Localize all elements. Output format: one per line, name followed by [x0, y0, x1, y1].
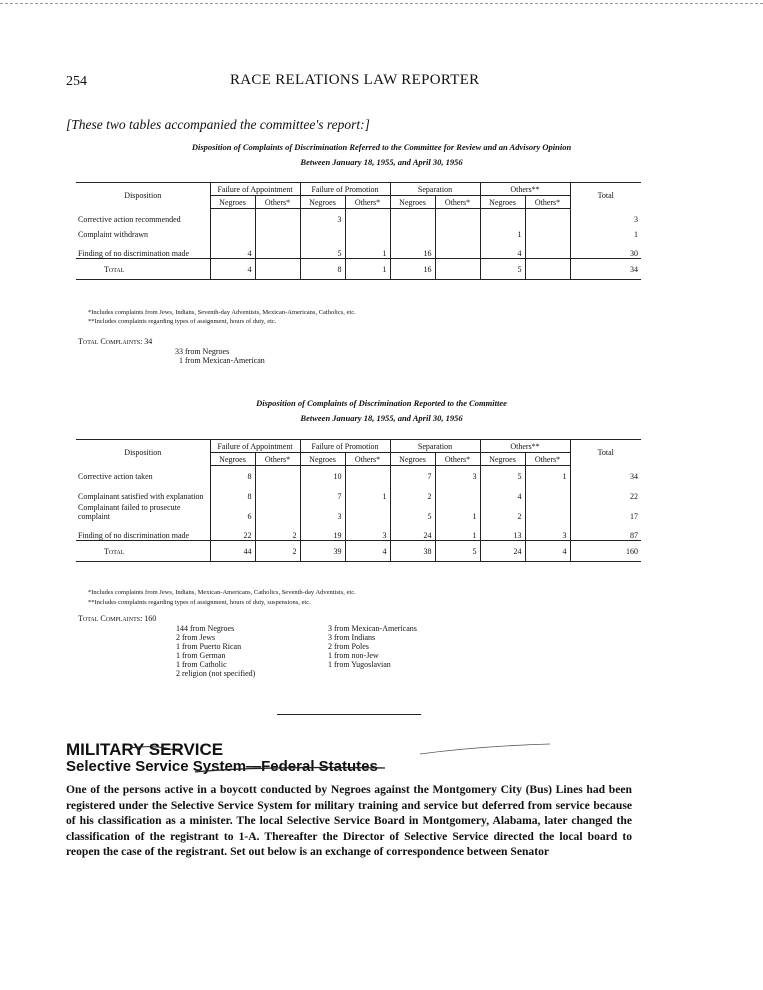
table1-header-group: Others**: [480, 183, 570, 196]
table2-footnote-1: *Includes complaints from Jews, Indians, Mexican-Americans, Catholics, Seventh-day Adventists, etc.: [88, 589, 356, 596]
table-cell: [255, 239, 300, 259]
table-cell: 3: [435, 466, 480, 481]
table-cell: 7: [300, 481, 345, 501]
complaint-line: 1 from Puerto Rican: [176, 642, 242, 651]
table-cell: 3: [300, 501, 345, 521]
complaint-line: 1 from Catholic: [176, 660, 227, 669]
table-cell: 1: [345, 239, 390, 259]
table-cell: 39: [300, 541, 345, 562]
table-cell: [435, 481, 480, 501]
section-subtitle: Selective Service System—Federal Statutes: [66, 758, 378, 775]
table2-header-group: Failure of Promotion: [300, 440, 390, 453]
table2-subheader: Negroes: [390, 453, 435, 466]
row-label: Complainant satisfied with explanation: [78, 491, 204, 501]
table-cell: 1: [345, 259, 390, 280]
table-cell: 1: [345, 481, 390, 501]
table-row: [76, 521, 641, 541]
table2-subheader: Others*: [255, 453, 300, 466]
table-cell: [525, 209, 570, 224]
table-cell: 4: [210, 239, 255, 259]
complaint-line: 3 from Mexican-Americans: [328, 624, 417, 633]
table-cell: [345, 501, 390, 521]
table-cell: 19: [300, 521, 345, 541]
table1-subheader: Negroes: [480, 196, 525, 209]
table-cell: 2: [255, 541, 300, 562]
table-cell: 4: [210, 259, 255, 280]
table-cell: 16: [390, 239, 435, 259]
table-cell: 3: [525, 521, 570, 541]
table2-total-complaints-label: Total Complaints:: [78, 614, 143, 623]
table-cell: [300, 224, 345, 239]
table-cell: 1: [480, 224, 525, 239]
table-cell: 7: [390, 466, 435, 481]
table-cell: 6: [210, 501, 255, 521]
top-border: [0, 3, 763, 4]
table-cell: [390, 209, 435, 224]
table-row: [76, 209, 641, 224]
table-cell: 24: [390, 521, 435, 541]
complaint-line: 1 from German: [176, 651, 226, 660]
table-cell: 13: [480, 521, 525, 541]
table1-subheader: Negroes: [390, 196, 435, 209]
row-total: 34: [570, 466, 641, 481]
row-total: 1: [570, 224, 641, 239]
table-cell: [435, 239, 480, 259]
table1-header-group: Failure of Promotion: [300, 183, 390, 196]
row-label: Finding of no discrimination made: [78, 531, 190, 540]
row-label: Complainant failed to prosecute complaint: [78, 502, 181, 521]
table-total-row: [76, 541, 641, 562]
complaint-line: 144 from Negroes: [176, 624, 235, 633]
complaint-line: 3 from Indians: [328, 633, 376, 642]
grand-total: 34: [570, 259, 641, 280]
table2-subheader: Others*: [435, 453, 480, 466]
table1-subheader: Others*: [525, 196, 570, 209]
table-cell: 1: [435, 521, 480, 541]
table1-footnote-1: *Includes complaints from Jews, Indians, Seventh-day Adventists, Mexican-Americans, Catholics, etc.: [88, 309, 356, 316]
table1-total-complaints-label: Total Complaints:: [78, 337, 143, 346]
table-cell: [525, 259, 570, 280]
table2-footnote-2: **Includes complaints regarding types of assignment, hours of duty, suspensions, etc.: [88, 599, 311, 606]
table1-header-total: Total: [570, 183, 641, 209]
pen-strike-marks: [120, 740, 560, 780]
table-cell: 4: [345, 541, 390, 562]
table-row: [76, 481, 641, 501]
table-cell: 8: [210, 481, 255, 501]
total-row-label: Total: [76, 541, 210, 562]
table-cell: 16: [390, 259, 435, 280]
table-row: [76, 466, 641, 481]
table-row: [76, 224, 641, 239]
table-cell: 24: [480, 541, 525, 562]
table-cell: 8: [300, 259, 345, 280]
table-cell: [435, 259, 480, 280]
table-cell: [480, 209, 525, 224]
table2-complaints-right: [328, 624, 417, 669]
table-cell: [435, 224, 480, 239]
table-cell: [210, 224, 255, 239]
table2-subheader: Others*: [525, 453, 570, 466]
table-cell: 5: [390, 501, 435, 521]
row-total: 22: [570, 481, 641, 501]
table-cell: [525, 239, 570, 259]
row-label: Corrective action taken: [78, 471, 153, 481]
table1-caption-dates: Between January 18, 1955, and April 30, 1956: [300, 157, 463, 167]
table-cell: [255, 259, 300, 280]
table1-header-group: Separation: [390, 183, 480, 196]
table2-subheader: Negroes: [300, 453, 345, 466]
table2-total-complaints: [78, 614, 156, 623]
table-cell: 4: [525, 541, 570, 562]
table1-header-disposition: Disposition: [76, 183, 210, 209]
table-cell: [435, 209, 480, 224]
table-cell: [210, 209, 255, 224]
table2-caption-dates: Between January 18, 1955, and April 30, 1956: [300, 413, 463, 423]
table-cell: 1: [435, 501, 480, 521]
table-cell: [525, 501, 570, 521]
table-cell: 38: [390, 541, 435, 562]
table1-total-complaints: [78, 337, 152, 346]
table-cell: [255, 209, 300, 224]
table-cell: 44: [210, 541, 255, 562]
table2-header-group: Separation: [390, 440, 480, 453]
section-divider: [277, 714, 421, 715]
table-cell: [345, 224, 390, 239]
running-head: RACE RELATIONS LAW REPORTER: [230, 72, 480, 88]
body-paragraph: One of the persons active in a boycott conducted by Negroes against the Montgomery City (Bus) Lines had been registered under the Selective Service System for military training and service but deferred from service because of his classification as a minister. The local Selective Service Board in Montgomery, Alabama, later changed the classification of the registrant to 1-A. Thereafter the Director of Selective Service directed the local board to reopen the case of the registrant. Set out below is an exchange of correspondence between Senator: [66, 783, 632, 858]
table1-subheader: Negroes: [300, 196, 345, 209]
table-cell: [255, 481, 300, 501]
grand-total: 160: [570, 541, 641, 562]
table1-footnote-2: **Includes complaints regarding types of assignment, hours of duty, etc.: [88, 318, 277, 325]
complaint-line: 2 from Poles: [328, 642, 369, 651]
table-cell: 4: [480, 481, 525, 501]
table2-header-disposition: Disposition: [76, 440, 210, 466]
table-cell: [255, 224, 300, 239]
table2-header-total: Total: [570, 440, 641, 466]
table2-body: [76, 466, 641, 562]
table2-total-complaints-value: 160: [144, 614, 157, 623]
table-cell: 3: [300, 209, 345, 224]
table2-caption: Disposition of Complaints of Discrimination Reported to the Committee: [256, 398, 507, 408]
table-cell: 5: [435, 541, 480, 562]
table1-caption: Disposition of Complaints of Discrimination Referred to the Committee for Review and an Advisory Opinion: [191, 142, 572, 152]
row-label: Complaint withdrawn: [78, 229, 148, 239]
table1-subheader: Others*: [255, 196, 300, 209]
table-cell: 22: [210, 521, 255, 541]
section-title: MILITARY SERVICE: [66, 740, 224, 759]
table-cell: 2: [480, 501, 525, 521]
table-cell: 2: [255, 521, 300, 541]
table-cell: 1: [525, 466, 570, 481]
table-cell: 10: [300, 466, 345, 481]
table-cell: [525, 224, 570, 239]
table-row: [76, 501, 641, 521]
table2-complaints-left: [176, 624, 255, 678]
table1-subheader: Others*: [435, 196, 480, 209]
table-cell: 4: [480, 239, 525, 259]
table2-header-group: Failure of Appointment: [210, 440, 300, 453]
table-cell: 5: [300, 239, 345, 259]
row-total: 3: [570, 209, 641, 224]
table-cell: [525, 481, 570, 501]
table1-subheader: Others*: [345, 196, 390, 209]
table-cell: [255, 501, 300, 521]
table-cell: 5: [480, 259, 525, 280]
complaint-line: 2 religion (not specified): [176, 669, 256, 678]
intro-note: [These two tables accompanied the committee's report:]: [66, 117, 370, 132]
table1-complaint-line: 1 from Mexican-American: [179, 356, 265, 365]
complaint-line: 1 from non-Jew: [328, 651, 379, 660]
row-label: Finding of no discrimination made: [78, 249, 190, 258]
table-cell: 8: [210, 466, 255, 481]
table1-subheader: Negroes: [210, 196, 255, 209]
table2: [76, 439, 641, 562]
table-cell: [345, 209, 390, 224]
table1-body: [76, 209, 641, 280]
row-total: 30: [570, 239, 641, 259]
table2-subheader: Negroes: [480, 453, 525, 466]
table-cell: 3: [345, 521, 390, 541]
row-label: Corrective action recommended: [78, 214, 181, 224]
table-cell: [255, 466, 300, 481]
table2-subheader: Others*: [345, 453, 390, 466]
table2-subheader: Negroes: [210, 453, 255, 466]
table1-total-complaints-value: 34: [144, 337, 153, 346]
table-cell: [390, 224, 435, 239]
table1-complaint-line: 33 from Negroes: [175, 347, 230, 356]
table1: [76, 182, 641, 280]
table-total-row: [76, 259, 641, 280]
table-row: [76, 239, 641, 259]
row-total: 17: [570, 501, 641, 521]
table1-header-group: Failure of Appointment: [210, 183, 300, 196]
row-total: 87: [570, 521, 641, 541]
table-cell: 5: [480, 466, 525, 481]
complaint-line: 1 from Yugoslavian: [328, 660, 391, 669]
table-cell: [345, 466, 390, 481]
table-cell: 2: [390, 481, 435, 501]
table2-header-group: Others**: [480, 440, 570, 453]
complaint-line: 2 from Jews: [176, 633, 216, 642]
total-row-label: Total: [76, 259, 210, 280]
page-number: 254: [66, 74, 87, 89]
